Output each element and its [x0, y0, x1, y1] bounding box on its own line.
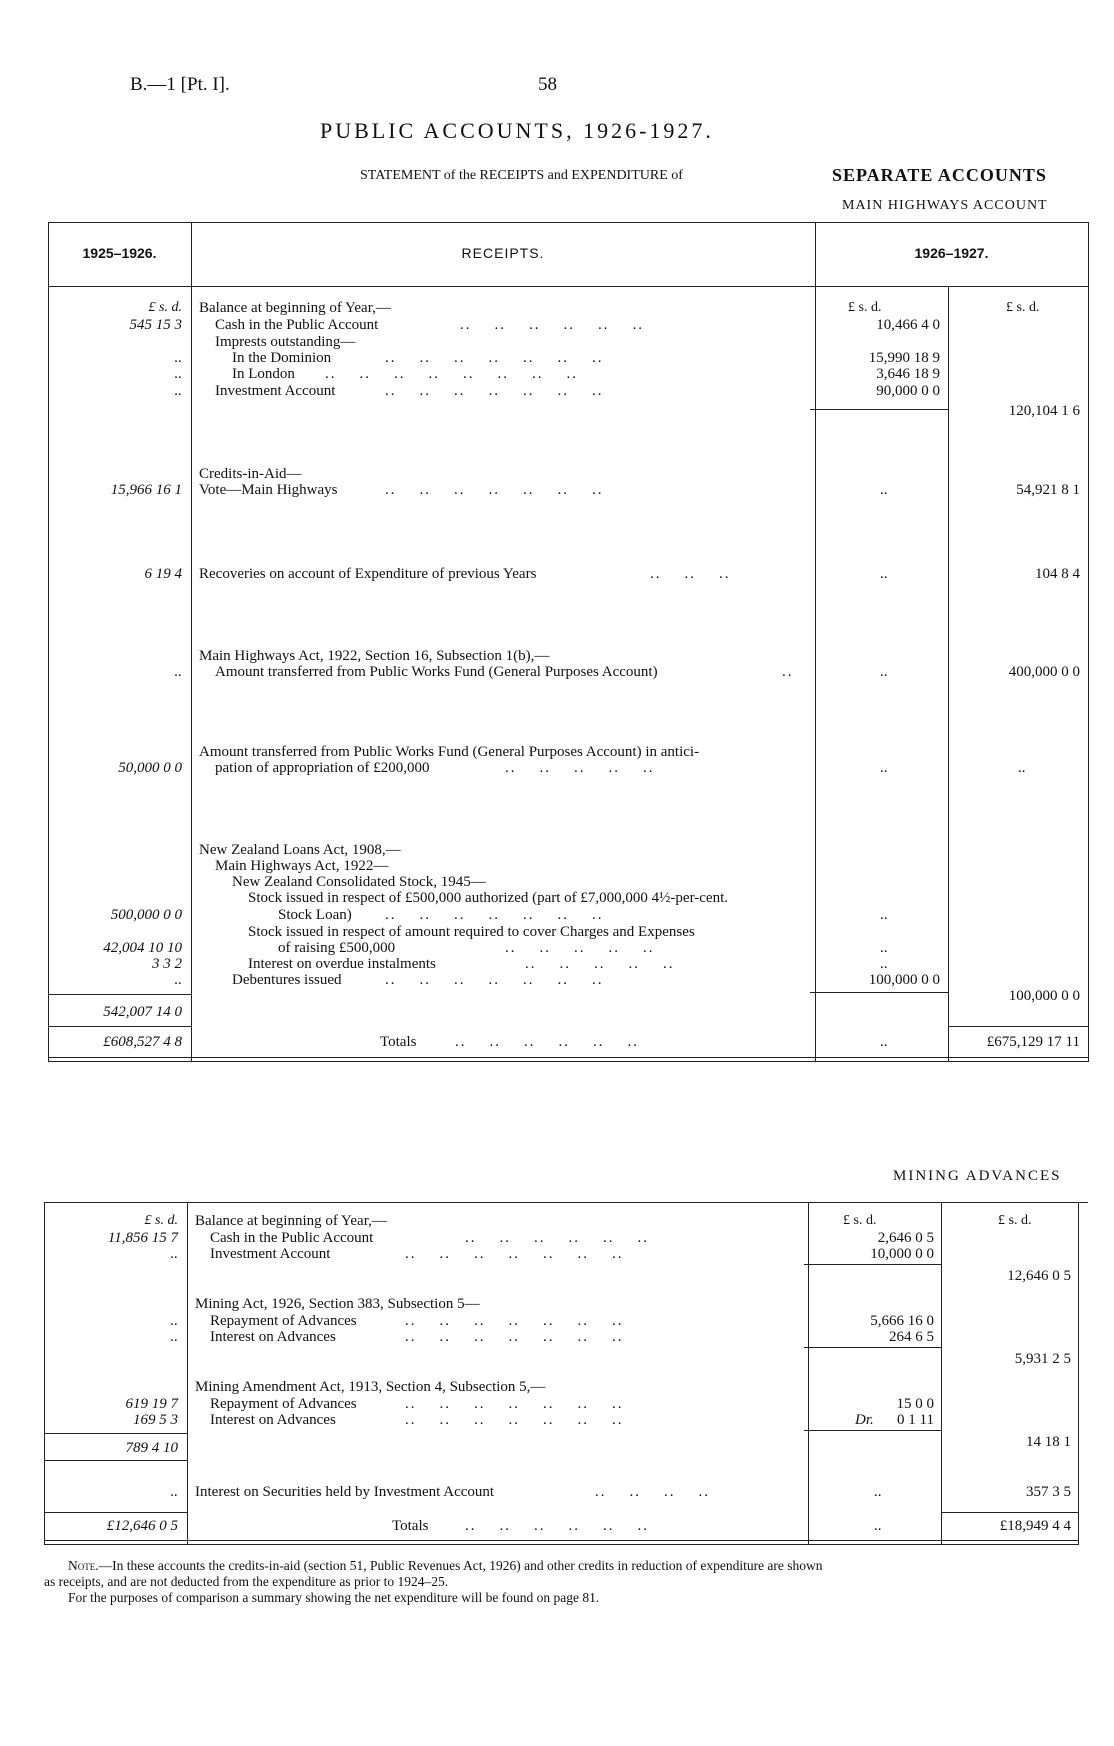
interest-overdue-prev: 3 3 2	[152, 956, 182, 972]
note-prefix: Note.	[68, 1558, 99, 1573]
mining-investment-label: Investment Account	[210, 1246, 331, 1262]
recoveries-label: Recoveries on account of Expenditure of previous Years	[199, 566, 537, 582]
debentures-label: Debentures issued	[232, 972, 342, 988]
mh-act-prev: ..	[174, 664, 182, 680]
leader-dots: .. .. .. .. .. ..	[460, 317, 644, 333]
recoveries-prev: 6 19 4	[144, 566, 182, 582]
col-header-curr-year: 1926–1927.	[914, 245, 989, 261]
stock2-prev: 42,004 10 10	[103, 940, 182, 956]
london-prev: ..	[174, 366, 182, 382]
leader-dots: .. .. .. .. .. .. .. ..	[325, 366, 578, 382]
mining-cash-label: Cash in the Public Account	[210, 1230, 374, 1246]
leader-dots: .. .. .. .. .. ..	[465, 1230, 649, 1246]
mining-repay1-label: Repayment of Advances	[210, 1313, 357, 1329]
leader-dots: .. .. .. .. .. .. ..	[405, 1246, 624, 1262]
anticipation-line2: pation of appropriation of £200,000	[215, 760, 430, 776]
mining-title: MINING ADVANCES	[893, 1168, 1062, 1184]
mining-act1913-total: 14 18 1	[1026, 1434, 1071, 1450]
london-curr: 3,646 18 9	[876, 366, 940, 382]
debentures-curr: 100,000 0 0	[868, 972, 940, 988]
loans-subtotal-prev: 542,007 14 0	[103, 1004, 182, 1020]
stock2-line2: of raising £500,000	[278, 940, 396, 956]
mining-investment-prev: ..	[170, 1246, 178, 1262]
mining-int2-curr: 0 1 11	[897, 1412, 934, 1428]
page-ref: B.—1 [Pt. I].	[130, 74, 230, 95]
loans-line2: Main Highways Act, 1922—	[215, 858, 389, 874]
debentures-prev: ..	[174, 972, 182, 988]
stock2-line1: Stock issued in respect of amount required to cover Charges and Expenses	[248, 924, 695, 940]
mining-unit-curr-a: £ s. d.	[843, 1213, 877, 1228]
totals-curr-b: £675,129 17 11	[986, 1034, 1080, 1050]
stock2-curr: ..	[880, 940, 888, 956]
mining-totals-prev: £12,646 0 5	[106, 1518, 178, 1534]
mining-int1-label: Interest on Advances	[210, 1329, 336, 1345]
mining-cash-curr: 2,646 0 5	[877, 1230, 934, 1246]
leader-dots: .. .. .. .. .. .. ..	[385, 482, 604, 498]
leader-dots: .. .. .. .. .. .. ..	[405, 1412, 624, 1428]
note-line1	[68, 1558, 823, 1574]
unit-curr-a: £ s. d.	[848, 300, 882, 315]
mining-investment-curr: 10,000 0 0	[870, 1246, 934, 1262]
mining-securities-curr-a: ..	[874, 1484, 882, 1500]
leader-dots: .. .. .. .. .. .. ..	[385, 907, 604, 923]
leader-dots: .. .. .. .. .. .. ..	[385, 350, 604, 366]
account-name: MAIN HIGHWAYS ACCOUNT	[842, 198, 1048, 213]
loans-line1: New Zealand Loans Act, 1908,—	[199, 842, 401, 858]
leader-dots: .. .. .. .. .. .. ..	[385, 383, 604, 399]
mining-balance-heading: Balance at beginning of Year,—	[195, 1213, 387, 1229]
stock1-line2: Stock Loan)	[278, 907, 352, 923]
leader-dots: .. .. .. ..	[595, 1484, 710, 1500]
note-line2: as receipts, and are not deducted from the expenditure as prior to 1924–25.	[44, 1574, 449, 1589]
leader-dots: .. .. .. .. .. ..	[465, 1518, 649, 1534]
mining-repay1-curr: 5,666 16 0	[870, 1313, 934, 1329]
dominion-curr: 15,990 18 9	[868, 350, 940, 366]
cash-label: Cash in the Public Account	[215, 317, 379, 333]
mining-int2-prev: 169 5 3	[133, 1412, 178, 1428]
leader-dots: .. .. .. .. ..	[505, 760, 655, 776]
investment-curr: 90,000 0 0	[876, 383, 940, 399]
mining-repay2-curr: 15 0 0	[896, 1396, 934, 1412]
balance-total-curr: 120,104 1 6	[1008, 403, 1080, 419]
investment-prev: ..	[174, 383, 182, 399]
leader-dots: .. .. .. .. .. .. ..	[405, 1313, 624, 1329]
totals-curr-a: ..	[880, 1034, 888, 1050]
mining-totals-curr-b: £18,949 4 4	[999, 1518, 1071, 1534]
anticipation-curr-b: ..	[1018, 760, 1026, 776]
note-line3: For the purposes of comparison a summary showing the net expenditure will be found on page 81.	[68, 1590, 600, 1605]
interest-overdue-curr: ..	[880, 956, 888, 972]
statement-prefix: STATEMENT of the RECEIPTS and EXPENDITURE of	[360, 168, 683, 183]
credits-vote-label: Vote—Main Highways	[199, 482, 338, 498]
leader-dots: .. .. .. .. .. .. ..	[405, 1329, 624, 1345]
mining-balance-total: 12,646 0 5	[1007, 1268, 1071, 1284]
cash-curr: 10,466 4 0	[876, 317, 940, 333]
mining-int1-curr: 264 6 5	[889, 1329, 934, 1345]
credits-curr-b: 54,921 8 1	[1016, 482, 1080, 498]
credits-curr-a: ..	[880, 482, 888, 498]
mh-act-line1: Main Highways Act, 1922, Section 16, Subsection 1(b),—	[199, 648, 550, 664]
leader-dots: .. .. .. .. .. ..	[455, 1034, 639, 1050]
page-title: PUBLIC ACCOUNTS, 1926-1927.	[320, 118, 714, 143]
mining-act1926-heading: Mining Act, 1926, Section 383, Subsection 5—	[195, 1296, 480, 1312]
mining-act1913-subtotal-prev: 789 4 10	[125, 1440, 178, 1456]
mining-unit-prev: £ s. d.	[144, 1213, 178, 1228]
investment-label: Investment Account	[215, 383, 336, 399]
leader-dots: .. .. .. .. ..	[525, 956, 675, 972]
interest-overdue-label: Interest on overdue instalments	[248, 956, 436, 972]
loans-total-curr: 100,000 0 0	[1008, 988, 1080, 1004]
page-number: 58	[538, 74, 557, 95]
mining-act1926-total: 5,931 2 5	[1014, 1351, 1071, 1367]
stock1-prev: 500,000 0 0	[110, 907, 182, 923]
stock1-line1: Stock issued in respect of £500,000 authorized (part of £7,000,000 4½-per-cent.	[248, 890, 728, 906]
statement-bold-title: SEPARATE ACCOUNTS	[832, 165, 1047, 185]
mining-int2-label: Interest on Advances	[210, 1412, 336, 1428]
anticipation-prev: 50,000 0 0	[118, 760, 182, 776]
mining-securities-prev: ..	[170, 1484, 178, 1500]
anticipation-line1: Amount transferred from Public Works Fund (General Purposes Account) in antici-	[199, 744, 700, 760]
mining-act1913-heading: Mining Amendment Act, 1913, Section 4, Subsection 5,—	[195, 1379, 546, 1395]
credits-prev: 15,966 16 1	[110, 482, 182, 498]
leader-dots: .. .. .. .. ..	[505, 940, 655, 956]
col-header-prev-year: 1925–1926.	[82, 245, 157, 261]
mh-act-curr-b: 400,000 0 0	[1008, 664, 1080, 680]
note-text-1: —In these accounts the credits-in-aid (section 51, Public Revenues Act, 1926) and other credits in reduction of expenditure are shown	[98, 1558, 823, 1573]
leader-dots: .. .. .. .. .. .. ..	[385, 972, 604, 988]
mining-int1-prev: ..	[170, 1329, 178, 1345]
recoveries-curr-b: 104 8 4	[1035, 566, 1080, 582]
col-header-receipts: RECEIPTS.	[461, 245, 545, 261]
mining-securities-curr-b: 357 3 5	[1026, 1484, 1071, 1500]
mining-unit-curr-b: £ s. d.	[998, 1213, 1032, 1228]
london-label: In London	[232, 366, 295, 382]
leader-dots: .. .. .. .. .. .. ..	[405, 1396, 624, 1412]
mining-totals-curr-a: ..	[874, 1518, 882, 1534]
totals-label: Totals	[380, 1034, 417, 1050]
unit-curr-b: £ s. d.	[1006, 300, 1040, 315]
credits-heading: Credits-in-Aid—	[199, 466, 302, 482]
dominion-prev: ..	[174, 350, 182, 366]
mining-repay2-prev: 619 19 7	[125, 1396, 178, 1412]
mining-repay1-prev: ..	[170, 1313, 178, 1329]
mh-act-curr-a: ..	[880, 664, 888, 680]
mining-totals-label: Totals	[392, 1518, 429, 1534]
stock1-curr: ..	[880, 907, 888, 923]
loans-line3: New Zealand Consolidated Stock, 1945—	[232, 874, 486, 890]
dominion-label: In the Dominion	[232, 350, 332, 366]
mh-act-line2: Amount transferred from Public Works Fund (General Purposes Account)	[215, 664, 658, 680]
balance-heading: Balance at beginning of Year,—	[199, 300, 391, 316]
totals-prev: £608,527 4 8	[103, 1034, 182, 1050]
mining-securities-label: Interest on Securities held by Investment Account	[195, 1484, 495, 1500]
leader-dots: .. .. ..	[650, 566, 731, 582]
mining-cash-prev: 11,856 15 7	[107, 1230, 178, 1246]
mining-int2-dr: Dr.	[855, 1412, 874, 1428]
mining-repay2-label: Repayment of Advances	[210, 1396, 357, 1412]
imprests-label: Imprests outstanding—	[215, 334, 356, 350]
anticipation-curr-a: ..	[880, 760, 888, 776]
leader-dots: ..	[782, 664, 794, 680]
cash-prev: 545 15 3	[129, 317, 182, 333]
recoveries-curr-a: ..	[880, 566, 888, 582]
unit-prev: £ s. d.	[148, 300, 182, 315]
